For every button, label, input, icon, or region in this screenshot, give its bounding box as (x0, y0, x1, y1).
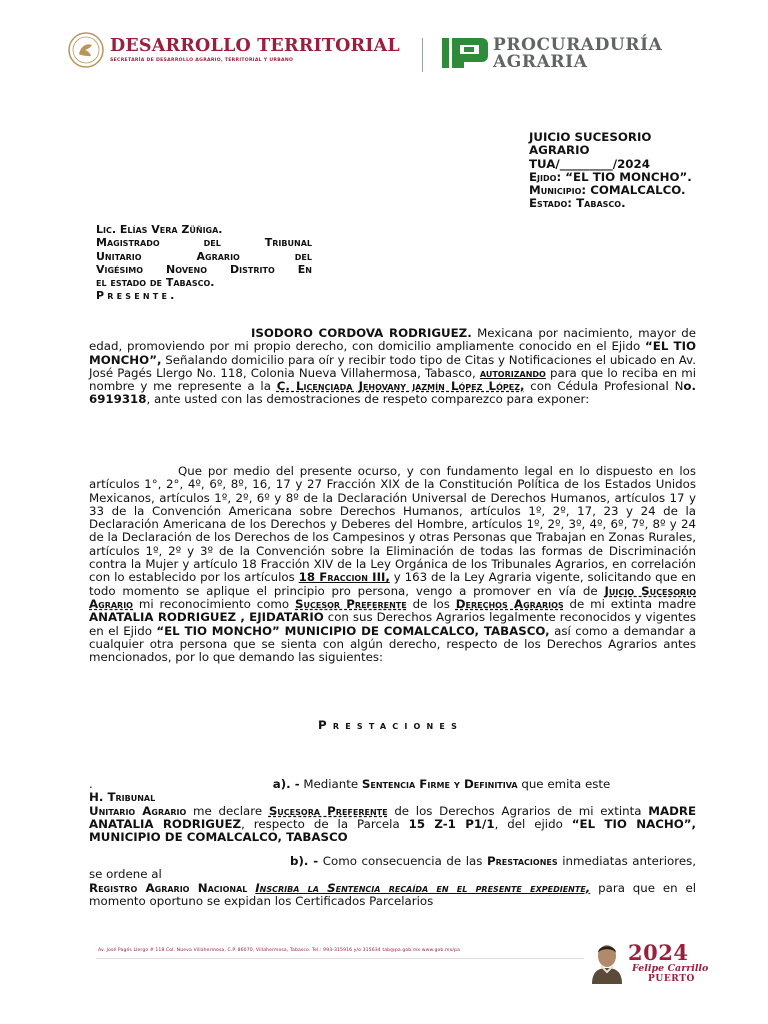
case-type-2: AGRARIO (529, 143, 590, 158)
case-ejido: Ejido: “EL TIO MONCHO”. (529, 169, 692, 184)
prestaciones-heading: Prestaciones (318, 718, 464, 732)
footer-year: 2024 (628, 940, 689, 965)
addressee-name: Lic. Elías Vera Züñiga. (96, 223, 223, 236)
agency-subtitle: SECRETARÍA DE DESARROLLO AGRARIO, TERRITORIAL Y URBANO (110, 58, 294, 63)
national-seal-icon (68, 32, 104, 68)
addressee-line-3: Unitario Agrario del (96, 249, 312, 263)
case-estado: Estado: Tabasco. (529, 196, 626, 211)
case-municipio: Municipio: COMALCALCO. (529, 183, 686, 198)
case-info-block (529, 131, 749, 211)
prestacion-b (89, 855, 696, 908)
case-number: TUA/_________/2024 (529, 156, 650, 171)
portrait-icon (584, 938, 630, 984)
prestacion-a-line1: . a). - Mediante Sentencia Firme y Definitiva que emita este (89, 777, 611, 791)
agraria-title: AGRARIA (493, 52, 588, 72)
prestacion-b-intro: b). - Como consecuencia de las Prestaciones inmediatas anteriores, se ordene al (89, 854, 696, 882)
footer-name-1: Felipe Carrillo (632, 963, 709, 974)
procuraduria-logo-icon (442, 38, 488, 68)
paragraph-intro: ISODORO CORDOVA RODRIGUEZ. Mexicana por nacimiento, mayor de edad, promoviendo por mi propio derecho, con domicilio ampliamente conocido en el Ejido “EL TIO MONCHO”, Señalando domicilio para oír y recibir todo tipo de Citas y Notificaciones el ubicado en Av. José Pagés Llergo No. 118, Colonia Nueva Villahermosa, Tabasco, autorizando para que lo reciba en mi nombre y me represente a la C. Licenciada Jehovany jazmín López López, con Cédula Profesional No. 6919318, ante usted con las demostraciones de respeto comparezco para exponer: (89, 326, 697, 407)
footer-address: Av. José Pagés Llergo # 118 Col. Nueva Villahermosa, C.P. 86070, Villahermosa, Tabasco. Tel.: 993-315916 y/o 315634 tab@pa.gob.mx www.gob.mx/pa (98, 948, 460, 953)
prestacion-a-tribunal: H. Tribunal (89, 790, 156, 805)
addressee-line-4: Vigésimo Noveno Distrito En (96, 262, 312, 276)
header-divider (422, 38, 423, 72)
prestacion-a-body: Unitario Agrario me declare Sucesora Preferente de los Derechos Agrarios de mi extinta MADRE ANATALIA RODRIGUEZ, respecto de la Parcela 15 Z-1 P1/1, del ejido “EL TIO NACHO”, MUNICIPIO DE COMALCALCO, TABASCO (89, 803, 697, 845)
footer-rule (96, 958, 584, 959)
addressee-line-2: Magistrado del Tribunal (96, 236, 312, 250)
addressee-presente: Presente. (96, 289, 178, 303)
agency-title: DESARROLLO TERRITORIAL (110, 36, 400, 56)
addressee-block (96, 223, 312, 303)
procuraduria-title: PROCURADURÍA (493, 35, 663, 55)
footer-name-2: PUERTO (648, 974, 695, 984)
letterhead (62, 28, 682, 84)
prestacion-a (89, 778, 696, 844)
addressee-line-5: el estado de Tabasco. (96, 276, 215, 290)
prestacion-b-body: Registro Agrario Nacional Inscriba la Sentencia recaída en el presente expediente, para que en el momento oportuno se expidan los Certificados Parcelarios (89, 880, 697, 908)
case-type: JUICIO SUCESORIO (529, 130, 652, 144)
paragraph-fundamento: Que por medio del presente ocurso, y con fundamento legal en lo dispuesto en los artículos 1°, 2°, 4º, 6º, 8º, 16, 17 y 27 Fracción XIX de la Constitución Política de los Estados Unidos Mexicanos, artículos 1º, 2º, 6º y 8º de la Declaración Universal de Derechos Humanos, artículos 17 y 33 de la Convención Americana sobre Derechos Humanos, artículos 1º, 2º, 17, 23 y 24 de la Declaración Americana de los Derechos y Deberes del Hombre, artículos 1º, 2º, 3º, 4º, 6º, 7º, 8º y 24 de la Declaración de los Derechos de los Campesinos y otras Personas que Trabajan en Zonas Rurales, artículos 1º, 2º y 3º de la Convención sobre la Eliminación de todas las formas de Discriminación contra la Mujer y artículo 18 Fracción XIV de la Ley Orgánica de los Tribunales Agrarios, en correlación con lo establecido por los artículos 18 Fraccion III, y 163 de la Ley Agraria vigente, solicitando que en todo momento se aplique el principio pro persona, vengo a promover en vía de Juicio Sucesorio Agrario mi reconocimiento como Sucesor Preferente de los Derechos Agrarios de mi extinta madre ANATALIA RODRIGUEZ , EJIDATARIO con sus Derechos Agrarios legalmente reconocidos y vigentes en el Ejido “EL TIO MONCHO” MUNICIPIO DE COMALCALCO, TABASCO, así como a demandar a cualquier otra persona que se sienta con algún derecho, respecto de los Derechos Agrarios antes mencionados, por lo que demando las siguientes: (89, 464, 697, 665)
